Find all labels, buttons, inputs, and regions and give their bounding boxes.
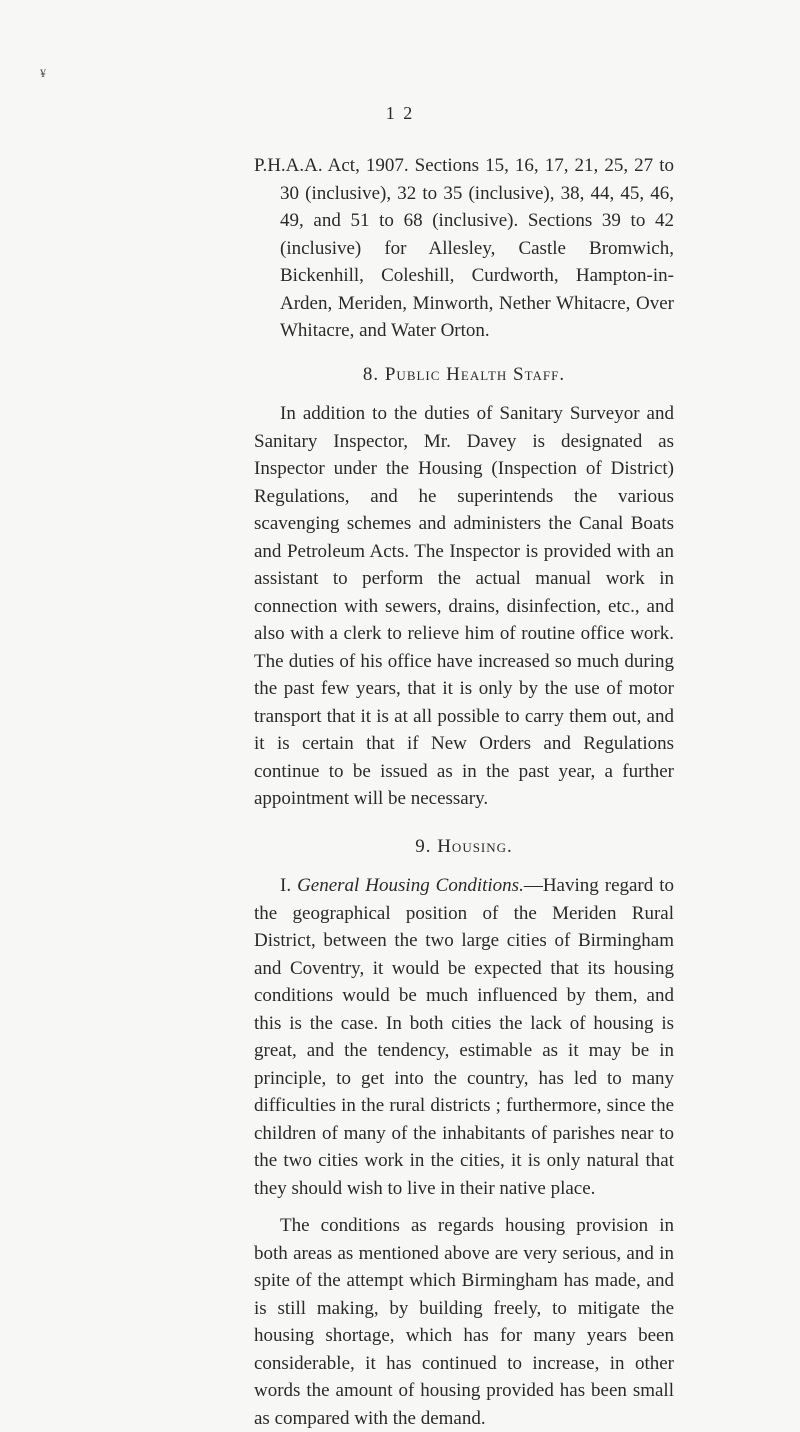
general-housing-conditions-paragraph — [254, 872, 674, 1202]
subsection-body: —Having regard to the geographical position of the Meriden Rural District, between the two large cities of Birmingham and Coventry, it would be expected that its housing conditions would be much influenced by them, and this is the case. In both cities the lack of housing is great, and the tendency, estimable as it may be in principle, to get into the country, has led to many difficulties in the rural districts ; furthermore, since the children of many of the inhabitants of parishes near to the two cities work in the cities, it is only natural that they should wish to live in their native place. — [254, 875, 675, 1199]
section-number: 9. — [415, 835, 432, 857]
act-sections-paragraph: P.H.A.A. Act, 1907. Sections 15, 16, 17, 21, 25, 27 to 30 (inclusive), 32 to 35 (inclusive), 38, 44, 45, 46, 49, and 51 to 68 (inclusive). Sections 39 to 42 (inclusive) for Allesley, Castle Bromwich, Bickenhill, Coleshill, Curdworth, Hampton-in-Arden, Meriden, Minworth, Nether Whitacre, Over Whitacre, and Water Orton. — [254, 155, 674, 341]
section-heading-housing — [254, 833, 674, 861]
subsection-number: I. — [280, 875, 292, 896]
section-title: Housing. — [437, 835, 513, 857]
subsection-title: General Housing Conditions. — [297, 875, 524, 896]
housing-provision-paragraph: The conditions as regards housing provision in both areas as mentioned above are very serious, and in spite of the attempt which Birmingham has made, and is still making, by building freely, to mitigate the housing shortage, which has for many years been considerable, it has continued to increase, in other words the amount of housing provided has been small as compared with the demand. — [254, 1215, 674, 1429]
page-number: 1 2 — [385, 103, 415, 123]
section-number: 8. — [362, 363, 380, 385]
section-title: Public Health Staff. — [384, 363, 566, 385]
section-heading-public-health-staff — [254, 361, 674, 389]
page-body — [254, 152, 674, 1432]
margin-mark: ¥ — [40, 66, 46, 80]
public-health-staff-paragraph: In addition to the duties of Sanitary Surveyor and Sanitary Inspector, Mr. Davey is designated as Inspector under the Housing (Inspection of District) Regulations, and he superintends the various scavenging schemes and administers the Canal Boats and Petroleum Acts. The Inspector is provided with an assistant to perform the actual manual work in connection with sewers, drains, disinfection, etc., and also with a clerk to relieve him of routine office work. The duties of his office have increased so much during the past few years, that it is only by the use of motor transport that it is at all possible to carry them out, and it is certain that if New Orders and Regulations continue to be issued as in the past year, a further appointment will be necessary. — [254, 403, 674, 809]
